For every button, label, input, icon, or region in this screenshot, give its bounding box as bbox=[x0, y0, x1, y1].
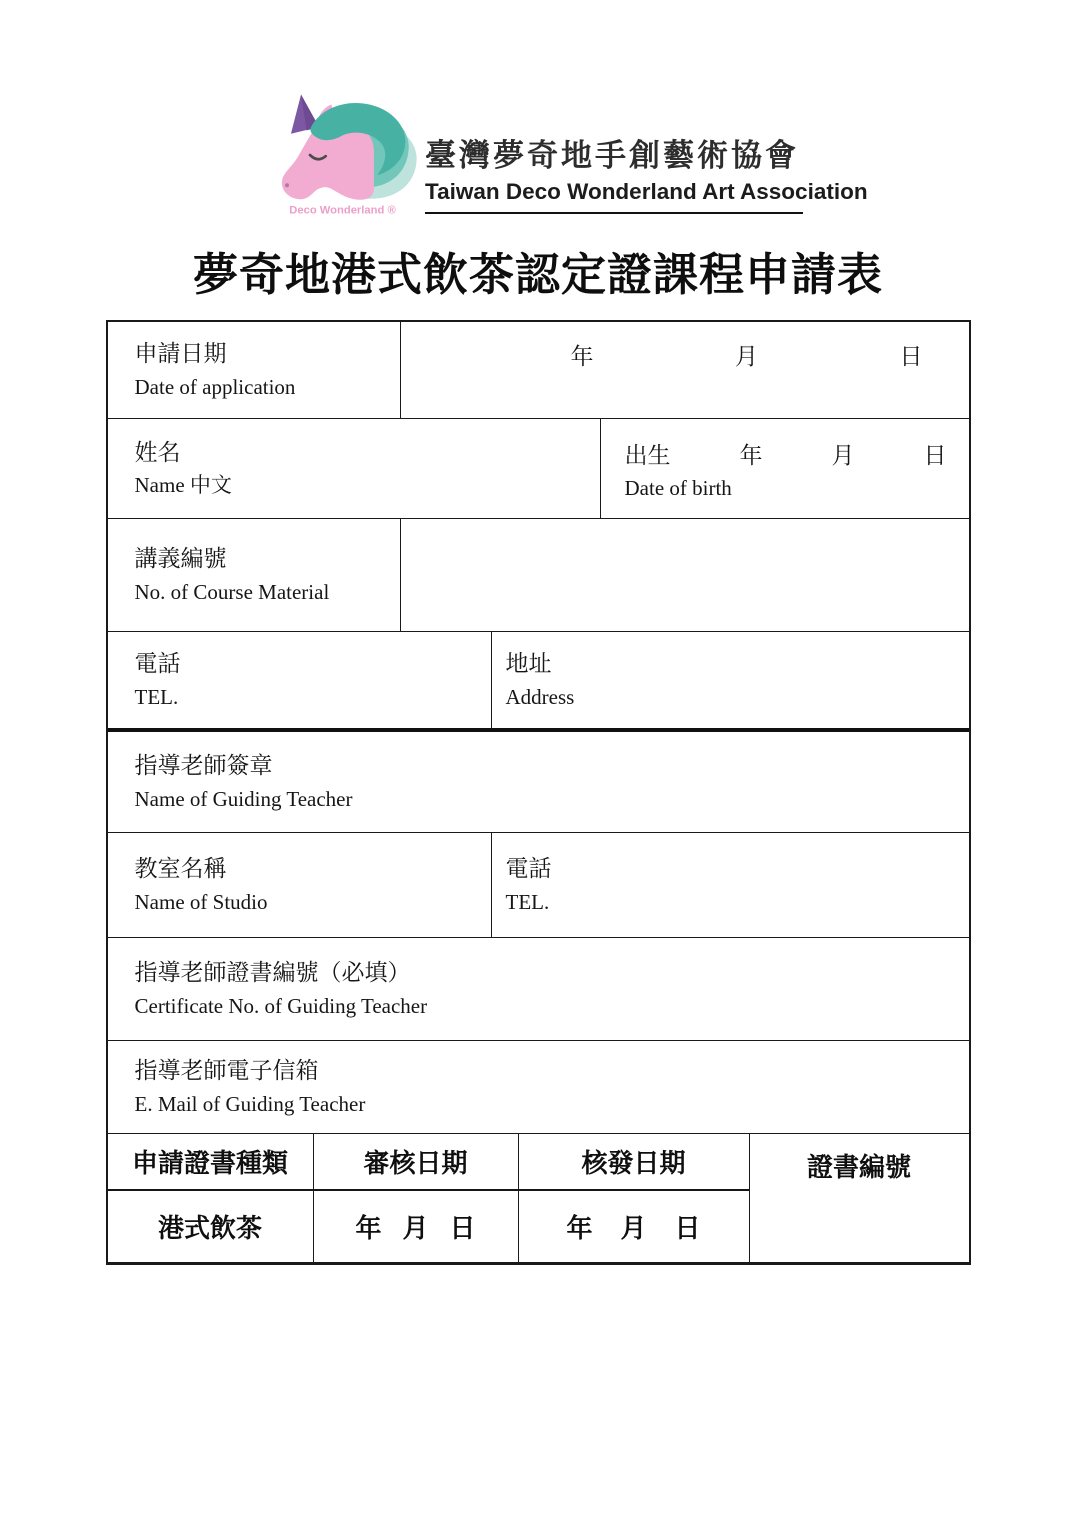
label-application-date-zh: 申請日期 bbox=[134, 341, 227, 367]
label-teacher-cert-no bbox=[108, 938, 969, 1040]
association-name-block bbox=[425, 130, 868, 214]
label-birth-zh: 出生 bbox=[624, 442, 671, 468]
row-course-material bbox=[108, 518, 969, 631]
birth-entry-cell bbox=[600, 419, 969, 518]
label-studio-tel-zh: 電話 bbox=[505, 856, 552, 882]
label-guiding-teacher-en: Name of Guiding Teacher bbox=[134, 786, 353, 811]
year-label: 年 bbox=[739, 442, 763, 468]
year-label: 年 bbox=[570, 344, 594, 369]
label-teacher-email-zh: 指導老師電子信箱 bbox=[134, 1058, 319, 1084]
label-birth-en: Date of birth bbox=[624, 475, 732, 500]
nostril-dot bbox=[285, 183, 289, 187]
label-application-date-en: Date of application bbox=[134, 374, 296, 399]
day-label: 日 bbox=[449, 1213, 476, 1243]
month-label: 月 bbox=[620, 1213, 647, 1243]
row-tel-address bbox=[108, 631, 969, 728]
day-label: 日 bbox=[674, 1213, 701, 1243]
month-label: 月 bbox=[402, 1213, 429, 1243]
label-studio-name-zh: 教室名稱 bbox=[134, 856, 227, 882]
label-course-material bbox=[108, 519, 400, 631]
association-logo bbox=[0, 0, 1076, 218]
label-course-material-zh: 講義編號 bbox=[134, 546, 227, 572]
label-address bbox=[491, 632, 969, 728]
label-tel-zh: 電話 bbox=[134, 651, 181, 677]
label-name-en: Name 中文 bbox=[134, 473, 232, 498]
label-tel bbox=[108, 632, 491, 728]
application-date-entry-cell bbox=[400, 322, 969, 418]
certificate-table bbox=[108, 1133, 969, 1262]
day-label: 日 bbox=[923, 442, 947, 468]
label-tel-en: TEL. bbox=[134, 684, 179, 709]
row-application-date bbox=[108, 322, 969, 418]
row-guiding-teacher bbox=[108, 728, 969, 832]
label-guiding-teacher-zh: 指導老師簽章 bbox=[134, 753, 273, 779]
label-application-date bbox=[108, 322, 400, 418]
label-teacher-email-en: E. Mail of Guiding Teacher bbox=[134, 1091, 366, 1116]
row-teacher-email bbox=[108, 1040, 969, 1133]
label-address-en: Address bbox=[505, 684, 575, 709]
header-issue-date: 核發日期 bbox=[518, 1134, 749, 1189]
label-studio-name-en: Name of Studio bbox=[134, 889, 268, 914]
course-material-entry-cell bbox=[400, 519, 969, 631]
label-address-zh: 地址 bbox=[505, 651, 552, 677]
birth-line bbox=[625, 437, 947, 470]
cell-issue-date bbox=[518, 1189, 749, 1262]
day-label: 日 bbox=[899, 344, 923, 369]
label-studio-name bbox=[108, 833, 491, 937]
label-teacher-cert-no-en: Certificate No. of Guiding Teacher bbox=[134, 993, 428, 1018]
year-label: 年 bbox=[355, 1213, 382, 1243]
header-review-date: 審核日期 bbox=[313, 1134, 518, 1189]
cell-course-type: 港式飲茶 bbox=[108, 1189, 313, 1262]
year-label: 年 bbox=[566, 1213, 593, 1243]
label-teacher-email bbox=[108, 1041, 969, 1133]
association-name-en: Taiwan Deco Wonderland Art Association bbox=[425, 179, 868, 204]
month-label: 月 bbox=[831, 442, 855, 468]
label-course-material-en: No. of Course Material bbox=[134, 579, 330, 604]
row-name-birth bbox=[108, 418, 969, 518]
label-name-zh: 姓名 bbox=[134, 439, 181, 465]
form-title: 夢奇地港式飲茶認定證課程申請表 bbox=[192, 250, 883, 300]
unicorn-logo-icon bbox=[273, 92, 421, 218]
label-studio-tel bbox=[491, 833, 969, 937]
row-studio-tel bbox=[108, 832, 969, 937]
brand-text: Deco Wonderland ® bbox=[289, 204, 396, 217]
label-studio-tel-en: TEL. bbox=[505, 889, 550, 914]
label-guiding-teacher bbox=[108, 732, 969, 832]
application-form-table bbox=[106, 320, 971, 1265]
header-cert-type: 申請證書種類 bbox=[131, 1148, 288, 1178]
header-cert-no: 證書編號 bbox=[749, 1134, 969, 1262]
label-name bbox=[108, 419, 600, 518]
month-label: 月 bbox=[735, 344, 758, 369]
association-name-zh: 臺灣夢奇地手創藝術協會 bbox=[425, 138, 799, 173]
cell-review-date bbox=[313, 1189, 518, 1262]
label-teacher-cert-no-zh: 指導老師證書編號（必填） bbox=[134, 960, 411, 986]
row-teacher-cert-no bbox=[108, 937, 969, 1040]
